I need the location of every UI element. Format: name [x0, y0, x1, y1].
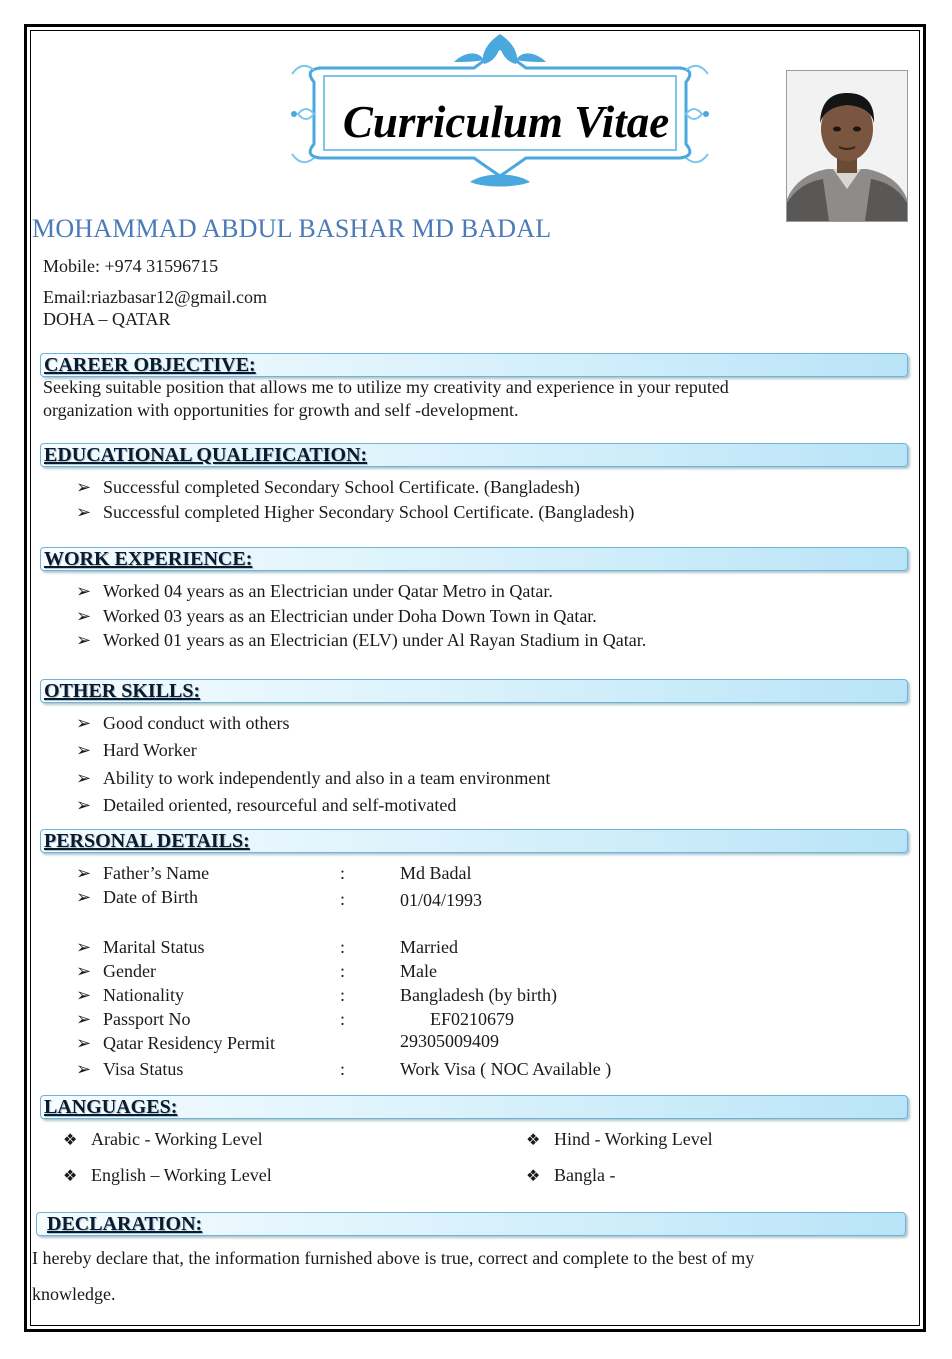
language-item: ❖ Bangla -	[526, 1165, 616, 1185]
detail-label: ➢ Date of Birth	[76, 887, 198, 907]
detail-label: ➢ Father’s Name	[76, 863, 210, 883]
location: DOHA – QATAR	[43, 309, 171, 329]
list-item: ➢ Successful completed Secondary School Certificate. (Bangladesh)	[76, 477, 580, 497]
list-item: ➢ Worked 04 years as an Electrician under Qatar Metro in Qatar.	[76, 581, 553, 601]
arrow-bullet-icon: ➢	[76, 630, 92, 650]
section-declaration	[36, 1212, 906, 1236]
arrow-bullet-icon: ➢	[76, 937, 92, 957]
detail-label: ➢ Visa Status	[76, 1059, 184, 1079]
detail-label: ➢ Qatar Residency Permit	[76, 1033, 275, 1053]
detail-colon: :	[340, 889, 346, 909]
language-item: ❖ Arabic - Working Level	[63, 1129, 263, 1149]
arrow-bullet-icon: ➢	[76, 863, 92, 883]
mobile-number: Mobile: +974 31596715	[43, 256, 219, 276]
detail-value: Male	[400, 961, 437, 981]
detail-colon: :	[340, 961, 346, 981]
candidate-name: MOHAMMAD ABDUL BASHAR MD BADAL	[32, 214, 552, 243]
arrow-bullet-icon: ➢	[76, 713, 92, 733]
section-title: EDUCATIONAL QUALIFICATION:	[44, 444, 368, 466]
detail-value: Work Visa ( NOC Available )	[400, 1059, 612, 1079]
arrow-bullet-icon: ➢	[76, 1059, 92, 1079]
declaration-text	[32, 1240, 912, 1312]
section-title: WORK EXPERIENCE:	[44, 548, 253, 570]
detail-value: EF0210679	[430, 1009, 515, 1029]
email-address: Email:riazbasar12@gmail.com	[43, 287, 267, 307]
arrow-bullet-icon: ➢	[76, 477, 92, 497]
section-work-experience	[40, 547, 908, 571]
detail-colon: :	[340, 985, 346, 1005]
detail-label: ➢ Passport No	[76, 1009, 191, 1029]
detail-label: ➢ Marital Status	[76, 937, 205, 957]
detail-label: ➢ Nationality	[76, 985, 184, 1005]
section-title: OTHER SKILLS:	[44, 680, 201, 702]
section-career-objective	[40, 353, 908, 377]
language-item: ❖ English – Working Level	[63, 1165, 272, 1185]
list-item: ➢ Worked 01 years as an Electrician (ELV) under Al Rayan Stadium in Qatar.	[76, 630, 647, 650]
cv-title: Curriculum Vitae	[342, 97, 670, 147]
section-languages	[40, 1095, 908, 1119]
detail-value: 29305009409	[400, 1031, 499, 1051]
detail-colon: :	[340, 863, 346, 883]
diamond-bullet-icon: ❖	[63, 1130, 78, 1149]
section-title: DECLARATION:	[47, 1213, 203, 1235]
career-line-1: Seeking suitable position that allows me to utilize my creativity and experience in your reputed	[43, 377, 729, 397]
detail-label: ➢ Gender	[76, 961, 156, 981]
section-education	[40, 443, 908, 467]
detail-value: Married	[400, 937, 458, 957]
detail-value: 01/04/1993	[400, 890, 483, 910]
diamond-bullet-icon: ❖	[526, 1130, 541, 1149]
arrow-bullet-icon: ➢	[76, 795, 92, 815]
declaration-line-2: knowledge.	[32, 1284, 116, 1304]
detail-colon: :	[340, 1059, 346, 1079]
section-personal-details	[40, 829, 908, 853]
diamond-bullet-icon: ❖	[526, 1166, 541, 1185]
section-title: PERSONAL DETAILS:	[44, 830, 250, 852]
detail-value: Bangladesh (by birth)	[400, 985, 557, 1005]
section-other-skills	[40, 679, 908, 703]
list-item: ➢ Hard Worker	[76, 740, 197, 760]
arrow-bullet-icon: ➢	[76, 887, 92, 907]
portrait-image	[787, 71, 907, 221]
list-item: ➢ Ability to work independently and also in a team environment	[76, 768, 551, 788]
arrow-bullet-icon: ➢	[76, 740, 92, 760]
declaration-line-1: I hereby declare that, the information furnished above is true, correct and complete to the best of my	[32, 1248, 755, 1268]
arrow-bullet-icon: ➢	[76, 1033, 92, 1053]
detail-colon: :	[340, 1009, 346, 1029]
list-item: ➢ Detailed oriented, resourceful and self-motivated	[76, 795, 457, 815]
arrow-bullet-icon: ➢	[76, 1009, 92, 1029]
detail-colon: :	[340, 937, 346, 957]
section-title: CAREER OBJECTIVE:	[44, 354, 256, 376]
language-item: ❖ Hind - Working Level	[526, 1129, 713, 1149]
list-item: ➢ Good conduct with others	[76, 713, 290, 733]
diamond-bullet-icon: ❖	[63, 1166, 78, 1185]
detail-value: Md Badal	[400, 863, 472, 883]
arrow-bullet-icon: ➢	[76, 961, 92, 981]
arrow-bullet-icon: ➢	[76, 581, 92, 601]
career-line-2: organization with opportunities for growth and self -development.	[43, 400, 519, 420]
profile-photo	[786, 70, 908, 222]
section-title: LANGUAGES:	[44, 1096, 178, 1118]
list-item: ➢ Worked 03 years as an Electrician under Doha Down Town in Qatar.	[76, 606, 597, 626]
list-item: ➢ Successful completed Higher Secondary School Certificate. (Bangladesh)	[76, 502, 635, 522]
arrow-bullet-icon: ➢	[76, 768, 92, 788]
career-objective-text	[43, 376, 903, 422]
arrow-bullet-icon: ➢	[76, 502, 92, 522]
arrow-bullet-icon: ➢	[76, 985, 92, 1005]
arrow-bullet-icon: ➢	[76, 606, 92, 626]
